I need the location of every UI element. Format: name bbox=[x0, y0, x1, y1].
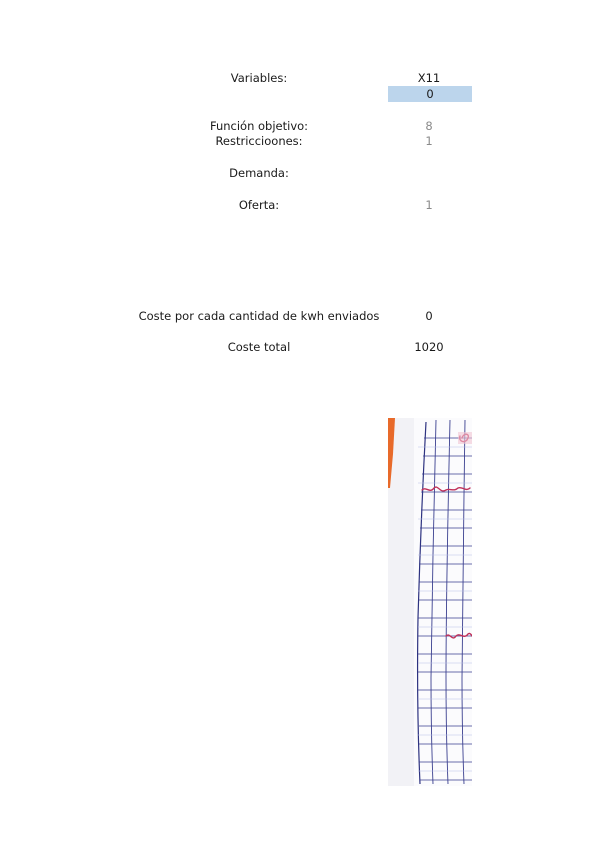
objective-function-label: Función objetivo: bbox=[209, 119, 309, 133]
grid-paper-scan-image bbox=[388, 418, 472, 786]
variables-label: Variables: bbox=[230, 71, 288, 85]
grid-paper-scan-icon bbox=[388, 418, 472, 786]
total-cost-label: Coste total bbox=[227, 340, 291, 354]
total-cost-value: 1020 bbox=[414, 340, 444, 354]
variable-header-x11: X11 bbox=[417, 71, 441, 85]
supply-label: Oferta: bbox=[238, 198, 280, 212]
variable-value: 0 bbox=[426, 87, 434, 101]
objective-function-value: 8 bbox=[425, 119, 433, 133]
supply-value: 1 bbox=[425, 198, 433, 212]
restrictions-label: Restriccioones: bbox=[215, 134, 303, 148]
cost-per-kwh-value: 0 bbox=[425, 309, 433, 323]
demand-label: Demanda: bbox=[229, 166, 289, 180]
cost-per-kwh-label: Coste por cada cantidad de kwh enviados bbox=[138, 309, 380, 323]
variable-value-cell[interactable] bbox=[388, 86, 472, 102]
restrictions-value: 1 bbox=[425, 134, 433, 148]
